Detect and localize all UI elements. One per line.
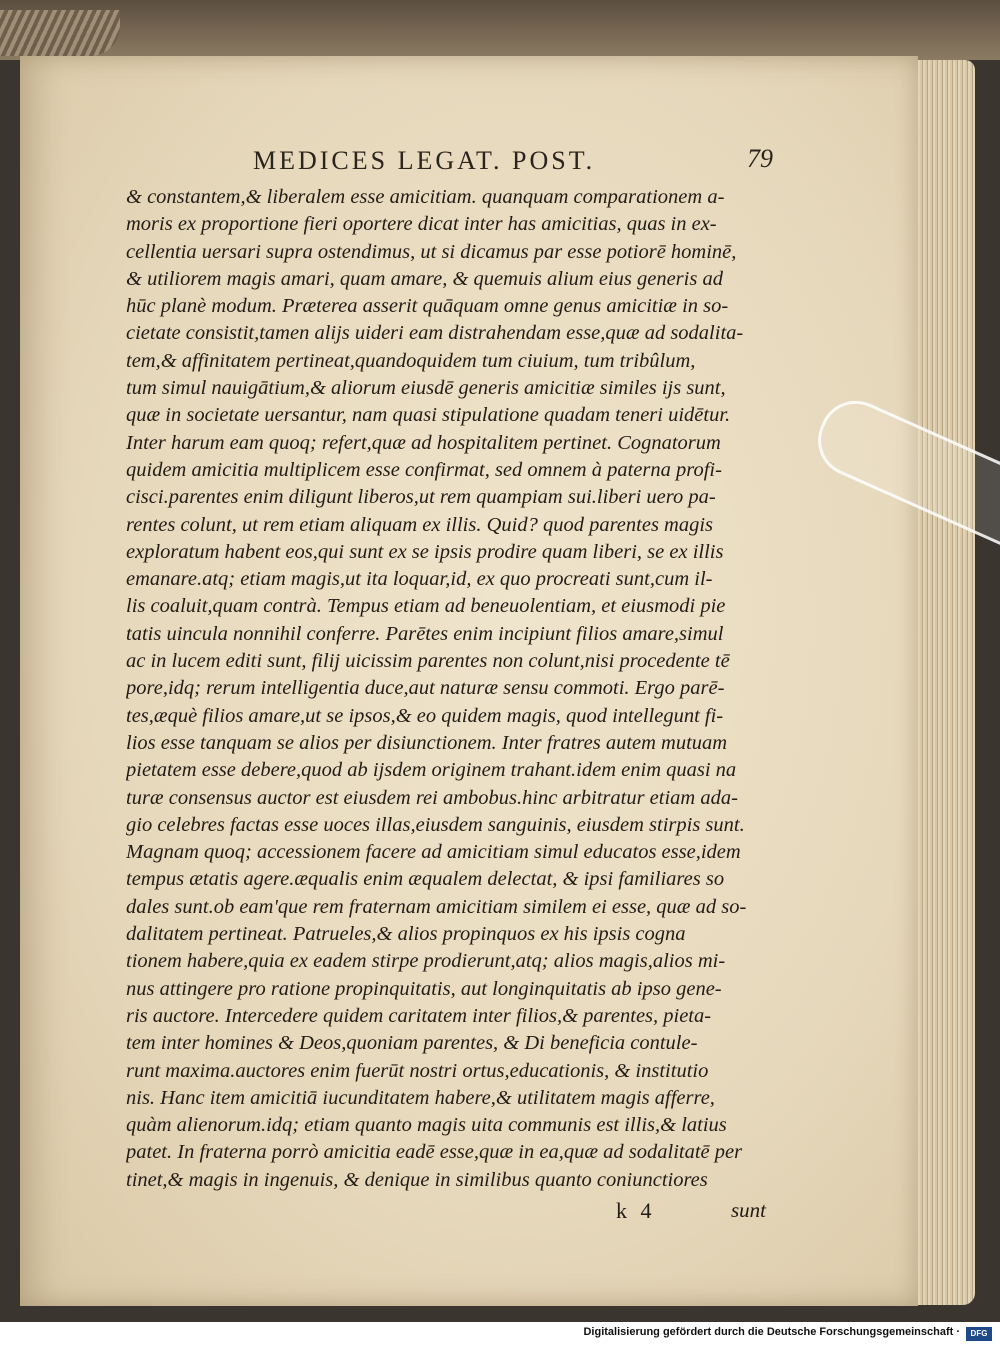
text-line: Inter harum eam quoq; refert,quæ ad hospitalitem pertinet. Cognatorum <box>126 431 721 454</box>
page-number: 79 <box>747 144 773 173</box>
body-text <box>126 184 772 1194</box>
text-line: quidem amicitia multiplicem esse confirmat, sed omnem à paterna profi- <box>126 458 722 481</box>
text-line: emanare.atq; etiam magis,ut ita loquar,id, ex quo procreati sunt,cum il- <box>126 568 713 591</box>
text-line: lis coaluit,quam contrà. Tempus etiam ad beneuolentiam, et eiusmodi pie <box>126 595 726 618</box>
text-line: exploratum habent eos,qui sunt ex se ipsis prodire quam liberi, se ex illis <box>126 540 724 563</box>
dfg-logo-icon: DFG <box>966 1327 992 1341</box>
text-line: dalitatem pertineat. Patrueles,& alios propinquos ex his ipsis cogna <box>126 923 686 946</box>
text-line: tem,& affinitatem pertineat,quandoquidem tum ciuium, tum tribûlum, <box>126 349 696 372</box>
text-line: tatis uincula nonnihil conferre. Parētes enim incipiunt filios amare,simul <box>126 622 724 645</box>
running-head: MEDICES LEGAT. POST. <box>253 146 596 175</box>
text-line: tes,æquè filios amare,ut se ipsos,& eo quidem magis, quod intellegunt fi- <box>126 704 724 727</box>
text-line: tinet,& magis in ingenuis, & denique in similibus quanto coniunctiores <box>126 1168 708 1191</box>
text-line: cellentia uersari supra ostendimus, ut si dicamus par esse potiorē hominē, <box>126 240 737 263</box>
text-line: hūc planè modum. Præterea asserit quāquam omne genus amicitiæ in so- <box>126 295 729 318</box>
book-cover-top <box>0 0 1000 60</box>
text-line: pore,idq; rerum intelligentia duce,aut naturæ sensu commoti. Ergo parē- <box>126 677 725 700</box>
text-line: nis. Hanc item amicitiā iucunditatem habere,& utilitatem magis afferre, <box>126 1086 715 1109</box>
signature-mark: k 4 <box>616 1198 652 1223</box>
text-line: quàm alienorum.idq; etiam quanto magis uita communis est illis,& latius <box>126 1114 727 1137</box>
text-line: & constantem,& liberalem esse amicitiam. quanquam comparationem a- <box>126 186 725 208</box>
text-line: tem inter homines & Deos,quoniam parentes, & Di beneficia contule- <box>126 1032 698 1055</box>
funding-notice: Digitalisierung gefördert durch die Deutsche Forschungsgemeinschaft · <box>583 1326 960 1338</box>
text-line: pietatem esse debere,quod ab ijsdem originem trahant.idem enim quasi na <box>126 759 737 782</box>
catchword: sunt <box>730 1198 766 1222</box>
text-line: cietate consistit,tamen alijs uideri eam distrahendam esse,quæ ad sodalita- <box>126 322 744 345</box>
text-line: turæ consensus auctor est eiusdem rei ambobus.hinc arbitratur etiam ada- <box>126 786 738 809</box>
text-line: tum simul nauigātium,& aliorum eiusdē generis amicitiæ similes ijs sunt, <box>126 377 726 400</box>
page-header <box>253 140 773 180</box>
text-line: ris auctore. Intercedere quidem caritatem inter filios,& parentes, pieta- <box>126 1004 712 1027</box>
text-line: patet. In fraterna porrò amicitia eadē esse,quæ in ea,quæ ad sodalitatē per <box>126 1141 743 1164</box>
page-footer <box>126 1196 772 1228</box>
binding-spine <box>0 10 120 56</box>
text-line: runt maxima.auctores enim fuerūt nostri ortus,educationis, & institutio <box>126 1059 709 1082</box>
text-line: quæ in societate uersantur, nam quasi stipulatione quadam teneri uidētur. <box>126 404 731 427</box>
text-line: nus attingere pro ratione propinquitatis, aut longinquitatis ab ipso gene- <box>126 977 722 1000</box>
text-line: & utiliorem magis amari, quam amare, & quemuis alium eius generis ad <box>126 267 723 290</box>
funding-footer <box>0 1322 1000 1346</box>
text-line: dales sunt.ob eam'que rem fraternam amicitiam similem ei esse, quæ ad so- <box>126 895 747 918</box>
text-line: tionem habere,quia ex eadem stirpe prodierunt,atq; alios magis,alios mi- <box>126 950 726 973</box>
text-line: ac in lucem editi sunt, filij uicissim parentes non colunt,nisi procedente tē <box>126 650 730 673</box>
text-line: rentes colunt, ut rem etiam aliquam ex illis. Quid? quod parentes magis <box>126 513 714 536</box>
text-line: lios esse tanquam se alios per disiunctionem. Inter fratres autem mutuam <box>126 731 728 754</box>
text-line: moris ex proportione fieri oportere dicat inter has amicitias, quas in ex- <box>126 213 717 236</box>
text-line: gio celebres factas esse uoces illas,eiusdem sanguinis, eiusdem stirpis sunt. <box>126 813 745 836</box>
text-line: Magnam quoq; accessionem facere ad amicitiam simul educatos esse,idem <box>126 841 741 864</box>
text-line: cisci.parentes enim diligunt liberos,ut rem quampiam sui.liberi uero pa- <box>126 486 716 509</box>
text-line: tempus ætatis agere.æqualis enim æqualem delectat, & ipsi familiares so <box>126 868 725 891</box>
